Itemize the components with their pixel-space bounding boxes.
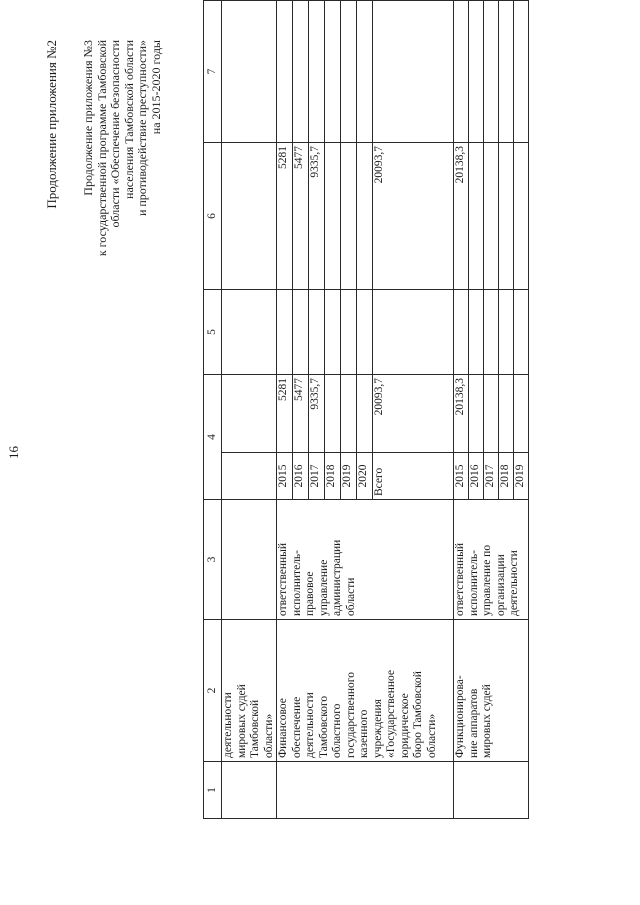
header-cell: 3 [204,500,222,620]
col6-cell [325,143,341,290]
cell [454,762,529,819]
cell [454,0,469,1]
total-cell: 9335,7 [309,375,325,453]
executor-cell [454,500,529,620]
header-cell: 4 [204,375,222,500]
executor-line: управление по [481,544,493,616]
name-line: государственного [344,672,357,758]
year-cell: 2015 [454,453,469,500]
total-cell [341,375,357,453]
cell [373,0,454,1]
cell [357,290,373,375]
cell [222,453,277,500]
executor-cell [277,500,454,620]
name-line: бюро Тамбовской [412,671,424,758]
executor-line: области [344,577,357,616]
total-cell [325,375,341,453]
appendix-subtitle-line: области «Обеспечение безопасности [108,40,122,228]
year-cell: 2017 [484,453,499,500]
executor-line: ответственный [454,542,466,616]
cell [325,1,341,143]
total-cell: 5281 [277,375,293,453]
cell [454,1,469,143]
table-row [277,0,293,819]
name-line: мировых судей [235,684,248,758]
year-cell: 2017 [309,453,325,500]
name-line: Тамбовской [249,699,261,758]
cell [222,0,277,1]
total-cell [499,375,514,453]
cell [341,1,357,143]
year-cell: 2015 [277,453,293,500]
header-cell: 1 [204,762,222,819]
cell [469,0,484,1]
cell [484,1,499,143]
name-line: Финансовое [277,698,289,758]
cell [357,1,373,143]
financing-table [203,0,529,819]
total-cell [484,375,499,453]
name-line: деятельности [304,692,316,758]
col6-cell: 5281 [277,143,293,290]
cell [469,1,484,143]
year-cell: Всего [373,453,454,500]
year-cell: 2018 [499,453,514,500]
name-line: области» [425,713,438,758]
executor-line: организации [494,554,507,616]
appendix-subtitle-line: Продолжение приложения №3 [81,40,95,196]
header-cell: 7 [204,1,222,143]
col6-cell [469,143,484,290]
name-line: учреждения [371,699,384,758]
cell [499,0,514,1]
name-line: Тамбовского [317,695,330,758]
table-row [454,0,469,819]
col6-cell [514,143,529,290]
cell [514,290,529,375]
cell [277,762,454,819]
cell [484,0,499,1]
col6-cell [484,143,499,290]
continued-name-cell [222,620,277,762]
cell [309,290,325,375]
total-cell: 20093,7 [373,375,454,453]
name-line: «Государственное [385,669,397,758]
col6-cell: 20093,7 [373,143,454,290]
activity-name-cell [277,620,454,762]
year-cell: 2020 [357,453,373,500]
name-line: Функционирова- [454,675,466,758]
cell [514,1,529,143]
cell [454,290,469,375]
page-number: 16 [6,446,21,459]
total-cell: 5477 [293,375,309,453]
name-line: мировых судей [481,684,493,758]
cell [469,290,484,375]
executor-line: исполнитель- [467,549,480,616]
cell [293,290,309,375]
name-line: юридическое [398,693,411,758]
total-cell [469,375,484,453]
appendix-subtitle [82,40,163,256]
total-cell [357,375,373,453]
cell [309,0,325,1]
activity-name-cell [454,620,529,762]
cell [325,0,341,1]
year-cell: 2016 [469,453,484,500]
name-line: ние аппаратов [467,688,480,758]
cell [499,1,514,143]
appendix-title: Продолжение приложения №2 [44,40,59,209]
cell [222,762,277,819]
total-cell: 20138,3 [454,375,469,453]
cell [373,290,454,375]
executor-line: деятельности [508,550,520,616]
cell [277,1,293,143]
col6-cell [357,143,373,290]
cell [277,0,293,1]
continued-row [222,0,277,819]
cell [222,143,277,290]
name-line: областного [331,703,343,758]
col6-cell [499,143,514,290]
executor-line: ответственный [277,542,289,616]
cell [222,375,277,453]
cell [222,290,277,375]
name-line: обеспечение [290,696,303,758]
executor-line: управление [317,559,330,616]
cell [293,1,309,143]
appendix-subtitle-line: на 2015-2020 годы [148,40,163,135]
cell [499,290,514,375]
cell [222,1,277,143]
col6-cell [341,143,357,290]
header-cell: 2 [204,620,222,762]
cell [325,290,341,375]
year-cell: 2019 [514,453,529,500]
appendix-subtitle-line: и противодействие преступности» [135,40,149,217]
cell [277,290,293,375]
cell [309,1,325,143]
cell [341,290,357,375]
header-cell: 5 [204,290,222,375]
cell [357,0,373,1]
header-row [204,0,222,819]
name-line: области» [262,713,275,758]
cell [484,290,499,375]
cell [222,500,277,620]
cell [341,0,357,1]
name-line: казенного [358,709,370,758]
col6-cell: 20138,3 [454,143,469,290]
cell [514,0,529,1]
executor-line: администрации [331,539,343,616]
year-cell: 2019 [341,453,357,500]
appendix-subtitle-line: к государственной программе Тамбовской [94,40,109,257]
total-cell [514,375,529,453]
appendix-subtitle-line: населения Тамбовской области [121,40,136,199]
executor-line: исполнитель- [290,549,303,616]
cell [293,0,309,1]
col6-cell: 9335,7 [309,143,325,290]
col6-cell: 5477 [293,143,309,290]
header-cell: 6 [204,143,222,290]
header-cell [204,0,222,1]
year-cell: 2018 [325,453,341,500]
year-cell: 2016 [293,453,309,500]
executor-line: правовое [304,571,316,616]
cell [373,1,454,143]
name-line: деятельности [222,692,234,758]
